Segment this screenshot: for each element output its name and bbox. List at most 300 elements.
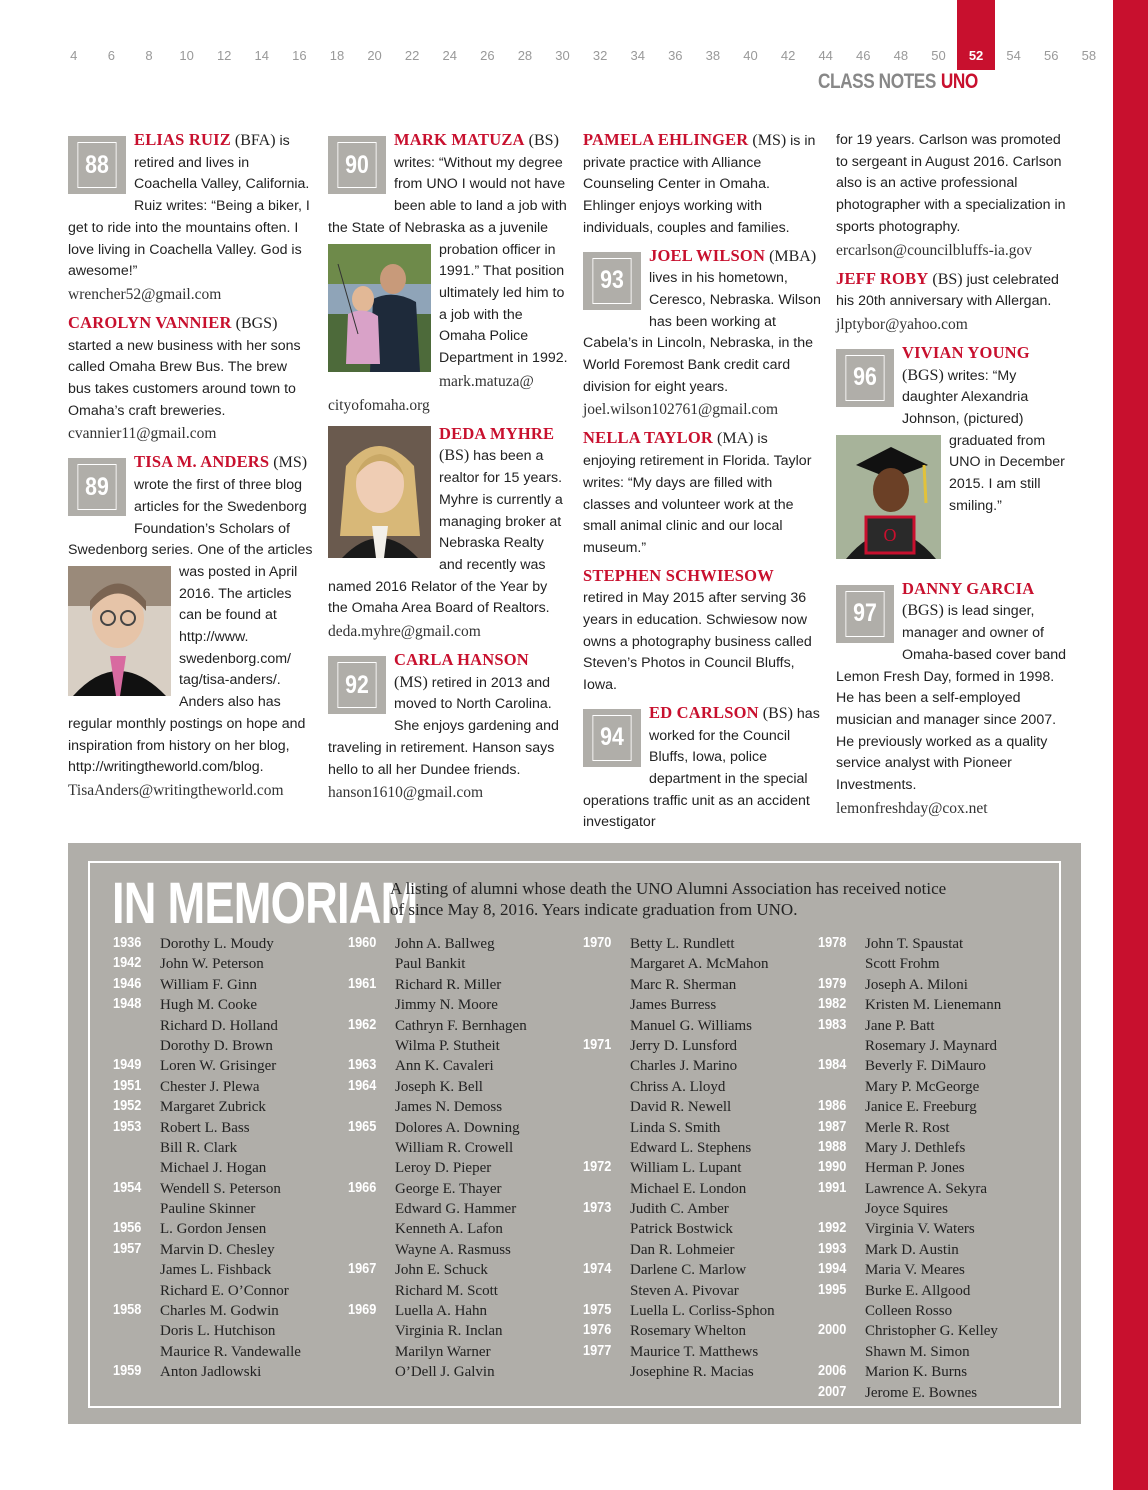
memoriam-entry xyxy=(818,1118,1001,1138)
graduation-year xyxy=(583,1016,623,1036)
note-name: VIVIAN YOUNG xyxy=(902,342,1030,362)
alumni-name: O’Dell J. Galvin xyxy=(395,1364,495,1381)
page-link-36[interactable]: 36 xyxy=(668,48,683,63)
alumni-name: Dorothy D. Brown xyxy=(160,1037,273,1054)
graduation-year: 1977 xyxy=(583,1341,612,1359)
memoriam-entry xyxy=(583,1301,775,1321)
note-danny-garcia xyxy=(836,563,1076,821)
memoriam-entry xyxy=(818,1158,1001,1178)
graduation-year: 1936 xyxy=(113,934,142,951)
note-email[interactable]: deda.myhre@gmail.com xyxy=(328,623,481,641)
memoriam-entry xyxy=(818,1179,1001,1199)
note-degree: (MA) xyxy=(713,430,754,448)
graduation-year: 1988 xyxy=(818,1137,847,1155)
note-email[interactable]: cvannier11@gmail.com xyxy=(68,425,217,443)
graduation-year xyxy=(113,1158,153,1178)
note-text: is retired and lives in Coachella Valley, California. Ruiz writes: “Being a biker, I get to ride into the mountains often. I love living in Coachella Valley. God is awesome!” xyxy=(68,133,310,280)
tisa-anders-photo xyxy=(68,566,171,696)
note-text: wrote the first of three blog articles for the Swedenborg Foundation’s Scholars of Swedenborg series. One of the articles xyxy=(68,477,313,559)
alumni-name: Leroy D. Pieper xyxy=(395,1160,492,1177)
note-tisa-anders xyxy=(68,452,313,803)
note-degree: (BS) xyxy=(439,447,470,465)
graduation-year: 1958 xyxy=(113,1301,142,1319)
note-name: ED CARLSON xyxy=(649,702,759,722)
note-name: DANNY GARCIA xyxy=(902,578,1035,598)
memoriam-entry xyxy=(583,1077,775,1097)
graduation-year: 1982 xyxy=(818,995,847,1013)
memoriam-entry xyxy=(348,1036,527,1056)
alumni-name: Jerry D. Lunsford xyxy=(630,1037,738,1054)
class-notes-label: CLASS NOTES xyxy=(818,70,936,93)
note-name: MARK MATUZA xyxy=(394,130,525,149)
memoriam-entry xyxy=(583,1016,775,1036)
note-text-continued: officer in 1991.” That position ultimately led him to a job with the Omaha Police Department in 1992. xyxy=(439,241,568,367)
memoriam-entry xyxy=(818,1260,1001,1280)
page-link-4[interactable]: 4 xyxy=(70,48,78,63)
alumni-name: Jane P. Batt xyxy=(865,1017,935,1034)
note-text: retired in 2013 and moved to North Carolina. She enjoys gardening and traveling in retirement. Hanson says hello to all her Dundee friends. xyxy=(328,674,559,778)
alumni-name: Colleen Rosso xyxy=(865,1303,953,1320)
graduation-year xyxy=(583,975,623,995)
page-link-54[interactable]: 54 xyxy=(1006,48,1021,63)
alumni-name: Wendell S. Peterson xyxy=(160,1180,281,1197)
memoriam-entry xyxy=(348,1301,527,1321)
alumni-name: Maurice T. Matthews xyxy=(630,1343,759,1360)
note-elias-ruiz xyxy=(68,130,313,307)
note-name: JEFF ROBY xyxy=(836,268,929,288)
alumni-name: Rosemary Whelton xyxy=(630,1323,746,1340)
memoriam-entry xyxy=(348,1158,527,1178)
page-link-30[interactable]: 30 xyxy=(555,48,570,63)
memoriam-entry xyxy=(348,1260,527,1280)
alumni-name: James N. Demoss xyxy=(395,1099,503,1116)
alumni-name: William F. Ginn xyxy=(160,976,257,993)
note-degree: (MS) xyxy=(748,132,787,149)
graduation-year xyxy=(583,1362,623,1382)
graduation-year: 1957 xyxy=(113,1239,142,1257)
alumni-name: Janice E. Freeburg xyxy=(865,1099,977,1116)
memoriam-entry xyxy=(348,995,527,1015)
year-badge: 90 xyxy=(328,136,386,194)
alumni-name: L. Gordon Jensen xyxy=(160,1221,267,1238)
graduation-year: 1954 xyxy=(113,1178,142,1196)
page-navigation xyxy=(55,0,1108,70)
memoriam-entry xyxy=(818,975,1001,995)
memoriam-entry xyxy=(113,1240,301,1260)
page-link-40[interactable]: 40 xyxy=(743,48,758,63)
note-name: CARLA HANSON xyxy=(394,650,529,670)
alumni-name: Marc R. Sherman xyxy=(630,976,737,993)
graduation-year xyxy=(348,954,388,974)
memoriam-entry xyxy=(818,995,1001,1015)
graduation-year: 1959 xyxy=(113,1362,142,1380)
memoriam-entry xyxy=(818,1219,1001,1239)
note-name: STEPHEN SCHWIESOW xyxy=(583,565,774,585)
memoriam-entry xyxy=(113,1097,301,1117)
memoriam-column-2 xyxy=(348,934,527,1383)
memoriam-entry xyxy=(583,934,775,954)
note-email[interactable]: hanson1610@gmail.com xyxy=(328,784,484,802)
side-accent-bar xyxy=(1113,0,1148,1490)
graduation-year xyxy=(348,995,388,1015)
alumni-name: Loren W. Grisinger xyxy=(160,1058,277,1075)
alumni-name: Kenneth A. Lafon xyxy=(395,1221,503,1238)
memoriam-entry xyxy=(113,1016,301,1036)
memoriam-entry xyxy=(583,1321,775,1341)
memoriam-entry xyxy=(113,1077,301,1097)
memoriam-entry xyxy=(348,1240,527,1260)
alumni-name: Michael E. London xyxy=(630,1180,747,1197)
graduation-year xyxy=(583,1077,623,1097)
alumni-name: Dorothy L. Moudy xyxy=(160,936,274,952)
graduation-year xyxy=(818,1301,858,1321)
alumni-name: Luella A. Hahn xyxy=(395,1303,488,1320)
alumni-name: Betty L. Rundlett xyxy=(630,936,735,952)
page-link-48[interactable]: 48 xyxy=(893,48,909,63)
alumni-name: Anton Jadlowski xyxy=(160,1364,262,1381)
graduation-year xyxy=(348,1281,388,1301)
graduation-year xyxy=(818,954,858,974)
page-link-14[interactable]: 14 xyxy=(254,48,269,63)
memoriam-entry xyxy=(583,1158,775,1178)
graduation-year: 1971 xyxy=(583,1035,612,1053)
page-link-58[interactable]: 58 xyxy=(1081,48,1097,63)
note-email[interactable]: lemonfreshday@cox.net xyxy=(836,799,988,817)
alumni-name: John T. Spaustat xyxy=(865,936,964,952)
note-name: NELLA TAYLOR xyxy=(583,428,714,448)
graduation-year: 2007 xyxy=(818,1382,847,1400)
memoriam-entry xyxy=(818,1362,1001,1382)
page-link-16[interactable]: 16 xyxy=(292,48,307,63)
graduation-year: 1948 xyxy=(113,995,142,1013)
memoriam-entry xyxy=(348,954,527,974)
notes-column-3 xyxy=(583,130,823,840)
alumni-name: Richard R. Miller xyxy=(395,976,502,993)
note-carolyn-vannier xyxy=(68,313,313,447)
memoriam-column-4 xyxy=(818,934,1001,1403)
alumni-name: Dan R. Lohmeier xyxy=(630,1241,735,1258)
memoriam-entry xyxy=(818,1077,1001,1097)
note-text-continued: (pictured) graduated from UNO in December 2015. I am still smiling.” xyxy=(949,411,1065,514)
graduation-year xyxy=(583,954,623,974)
memoriam-entry xyxy=(583,1118,775,1138)
alumni-name: Steven A. Pivovar xyxy=(630,1282,739,1299)
graduation-year: 1979 xyxy=(818,974,847,992)
memoriam-description: A listing of alumni whose death the UNO Alumni Association has received notice of since May 8, 2016. Years indicate graduation from UNO. xyxy=(390,879,947,919)
memoriam-entry xyxy=(113,995,301,1015)
alumni-name: Merle R. Rost xyxy=(865,1119,950,1136)
memoriam-entry xyxy=(818,1301,1001,1321)
note-email[interactable]: wrencher52@gmail.com xyxy=(68,285,222,303)
alumni-name: Mark D. Austin xyxy=(865,1241,959,1258)
graduation-year: 1970 xyxy=(583,934,612,951)
note-degree: (MS) xyxy=(269,454,308,472)
graduation-year xyxy=(113,1016,153,1036)
section-label xyxy=(818,70,978,94)
alumni-name: Hugh M. Cooke xyxy=(160,997,258,1014)
alumni-name: George E. Thayer xyxy=(395,1180,502,1197)
memoriam-entry xyxy=(583,1179,775,1199)
memoriam-entry xyxy=(583,1362,775,1382)
memoriam-entry xyxy=(113,1056,301,1076)
page-link-20[interactable]: 20 xyxy=(367,48,382,63)
page-link-6[interactable]: 6 xyxy=(107,48,115,63)
alumni-name: Edward G. Hammer xyxy=(395,1201,517,1218)
note-ed-carlson xyxy=(583,703,823,834)
alumni-name: Linda S. Smith xyxy=(630,1119,721,1136)
note-degree: (BS) xyxy=(758,704,793,722)
alumni-name: Lawrence A. Sekyra xyxy=(865,1180,988,1197)
memoriam-entry xyxy=(348,1321,527,1341)
graduation-year xyxy=(583,1118,623,1138)
note-text: retired in May 2015 after serving 36 years in education. Schwiesow now owns a photography business called Steven’s Photos in Council Bluffs, Iowa. xyxy=(583,590,812,694)
graduation-year: 1960 xyxy=(348,934,377,951)
graduation-year xyxy=(348,1158,388,1178)
memoriam-entry xyxy=(583,1281,775,1301)
year-badge: 97 xyxy=(836,585,894,643)
note-jeff-roby xyxy=(836,269,1076,337)
page-link-50[interactable]: 50 xyxy=(931,48,946,63)
page-link-44[interactable]: 44 xyxy=(818,48,833,63)
page-link-42[interactable]: 42 xyxy=(780,48,796,63)
alumni-name: Herman P. Jones xyxy=(865,1160,965,1177)
page-link-22[interactable]: 22 xyxy=(404,48,420,63)
graduation-year: 1942 xyxy=(113,954,142,972)
memoriam-entry xyxy=(113,1036,301,1056)
alumni-name: Manuel G. Williams xyxy=(630,1017,753,1034)
note-name: CAROLYN VANNIER xyxy=(68,312,232,332)
alumni-name: Judith C. Amber xyxy=(630,1201,729,1218)
graduation-year: 1966 xyxy=(348,1178,377,1196)
graduation-year: 1965 xyxy=(348,1117,377,1135)
svg-text:O: O xyxy=(883,524,897,545)
graduation-year xyxy=(348,1342,388,1362)
alumni-name: Margaret Zubrick xyxy=(160,1099,266,1116)
memoriam-entry xyxy=(348,1077,527,1097)
page-link-32[interactable]: 32 xyxy=(592,48,608,63)
memoriam-entry xyxy=(348,1138,527,1158)
alumni-name: John W. Peterson xyxy=(160,956,264,973)
alumni-name: Marion K. Burns xyxy=(865,1364,968,1381)
memoriam-entry xyxy=(583,1199,775,1219)
memoriam-entry xyxy=(818,1138,1001,1158)
note-degree: (MS) xyxy=(394,673,428,691)
note-degree: (BS) xyxy=(928,270,963,288)
notes-column-1 xyxy=(68,130,313,809)
note-text: is in private practice with Alliance Counseling Center in Omaha. Ehlinger enjoys working with individuals, couples and families. xyxy=(583,133,816,236)
alumni-name: Bill R. Clark xyxy=(160,1139,238,1156)
graduation-year: 1993 xyxy=(818,1239,847,1257)
note-email[interactable]: TisaAnders@writingtheworld.com xyxy=(68,781,284,799)
alumni-name: Pauline Skinner xyxy=(160,1201,256,1218)
memoriam-entry xyxy=(113,1138,301,1158)
alumni-name: Chester J. Plewa xyxy=(160,1078,260,1095)
memoriam-entry xyxy=(818,1281,1001,1301)
graduation-year xyxy=(583,1281,623,1301)
page-link-52[interactable]: 52 xyxy=(957,0,995,70)
page-link-10[interactable]: 10 xyxy=(179,48,194,63)
note-stephen-schwiesow xyxy=(583,566,823,697)
page-link-46[interactable]: 46 xyxy=(856,48,871,63)
graduation-year: 1963 xyxy=(348,1056,377,1074)
graduation-year: 1972 xyxy=(583,1158,612,1176)
memoriam-entry xyxy=(113,954,301,974)
memoriam-entry xyxy=(348,1362,527,1382)
year-badge: 92 xyxy=(328,656,386,714)
memoriam-entry xyxy=(113,1321,301,1341)
graduation-year xyxy=(348,1321,388,1341)
note-text: just celebrated his 20th anniversary with Allergan. xyxy=(836,271,1059,310)
memoriam-entry xyxy=(348,1281,527,1301)
alumni-name: Josephine R. Macias xyxy=(630,1364,754,1381)
alumni-name: Marvin D. Chesley xyxy=(160,1241,275,1258)
graduation-year xyxy=(348,1097,388,1117)
graduation-year: 1964 xyxy=(348,1076,377,1094)
note-name: ELIAS RUIZ xyxy=(134,130,231,149)
memoriam-entry xyxy=(818,1036,1001,1056)
memoriam-entry xyxy=(818,1321,1001,1341)
alumni-name: Joyce Squires xyxy=(865,1201,948,1218)
note-degree: (BS) xyxy=(524,132,559,149)
graduation-year xyxy=(818,1199,858,1219)
graduation-year xyxy=(348,1199,388,1219)
graduate-photo xyxy=(836,435,941,559)
page-link-34[interactable]: 34 xyxy=(630,48,645,63)
memoriam-entry xyxy=(113,1179,301,1199)
year-badge: 96 xyxy=(836,349,894,407)
alumni-name: Joseph K. Bell xyxy=(395,1078,483,1095)
memoriam-entry xyxy=(348,1219,527,1239)
memoriam-entry xyxy=(113,1158,301,1178)
note-text-continued: for 19 years. Carlson was promoted to sergeant in August 2016. Carlson also is an active professional photographer with a specialization in sports photography. xyxy=(836,132,1066,235)
alumni-name: Charles M. Godwin xyxy=(160,1303,279,1320)
alumni-name: Virginia R. Inclan xyxy=(395,1323,503,1340)
memoriam-entry xyxy=(583,1036,775,1056)
memoriam-entry xyxy=(583,995,775,1015)
alumni-name: Richard E. O’Connor xyxy=(160,1282,289,1299)
graduation-year xyxy=(583,1240,623,1260)
graduation-year: 1978 xyxy=(818,934,847,951)
page-link-8[interactable]: 8 xyxy=(145,48,153,63)
memoriam-entry xyxy=(348,1179,527,1199)
note-email[interactable]: mark.matuza@ cityofomaha.org xyxy=(328,372,534,414)
memoriam-column-3 xyxy=(583,934,775,1383)
graduation-year: 1961 xyxy=(348,974,377,992)
note-text-continued: was posted in April 2016. The articles can be found at http://www. swedenborg.com/ tag/tisa-anders/. Anders also has regular monthly postings on hope and inspiration from history on her blog, http://writingtheworld.com/blog. xyxy=(68,563,306,776)
memoriam-entry xyxy=(818,1016,1001,1036)
memoriam-entry xyxy=(348,1342,527,1362)
page-link-24[interactable]: 24 xyxy=(442,48,457,63)
graduation-year: 1986 xyxy=(818,1097,847,1115)
page-link-26[interactable]: 26 xyxy=(480,48,495,63)
graduation-year xyxy=(583,1097,623,1117)
graduation-year: 1974 xyxy=(583,1260,612,1278)
alumni-name: Mary J. Dethlefs xyxy=(865,1139,966,1156)
memoriam-entry xyxy=(113,1362,301,1382)
alumni-name: Beverly F. DiMauro xyxy=(865,1058,986,1075)
graduation-year: 1951 xyxy=(113,1076,142,1094)
graduation-year: 1991 xyxy=(818,1178,847,1196)
year-badge: 94 xyxy=(583,709,641,767)
alumni-name: Wilma P. Stutheit xyxy=(395,1037,500,1054)
uno-label: UNO xyxy=(940,70,978,93)
memoriam-entry xyxy=(818,1383,1001,1403)
graduation-year: 1967 xyxy=(348,1260,377,1278)
graduation-year xyxy=(583,1219,623,1239)
alumni-name: John E. Schuck xyxy=(395,1262,488,1279)
note-text: is lead singer, manager and owner of Omaha-based cover band Lemon Fresh Day, formed in 1998. He has been a self-employed musician and manager since 2007. He previously worked as a quality service analyst with Pioneer Investments. xyxy=(836,603,1067,794)
alumni-name: William L. Lupant xyxy=(630,1160,742,1177)
alumni-name: Charles J. Marino xyxy=(630,1058,738,1075)
note-email[interactable]: joel.wilson102761@gmail.com xyxy=(583,401,779,419)
memoriam-entry xyxy=(113,1219,301,1239)
graduation-year: 1990 xyxy=(818,1158,847,1176)
memoriam-entry xyxy=(583,1240,775,1260)
alumni-name: Scott Frohm xyxy=(865,956,940,973)
page-link-12[interactable]: 12 xyxy=(216,48,232,63)
memoriam-entry xyxy=(113,1301,301,1321)
graduation-year xyxy=(113,1281,153,1301)
note-text: lives in his hometown, Ceresco, Nebraska. Wilson has been working at Cabela’s in Lincoln, Nebraska, in the World Foremost Bank credit card division for eight years. xyxy=(583,270,821,395)
note-mark-matuza xyxy=(328,130,570,418)
note-carla-hanson xyxy=(328,650,570,805)
graduation-year: 1962 xyxy=(348,1015,377,1033)
note-text: started a new business with her sons called Omaha Brew Bus. The brew bus takes customers around town to Omaha’s craft breweries. xyxy=(68,337,301,419)
memoriam-entry xyxy=(583,1260,775,1280)
note-email[interactable]: jlptybor@yahoo.com xyxy=(836,315,968,333)
alumni-name: Margaret A. McMahon xyxy=(630,956,769,973)
alumni-name: Cathryn F. Bernhagen xyxy=(395,1017,527,1034)
year-badge: 93 xyxy=(583,252,641,310)
graduation-year: 1952 xyxy=(113,1097,142,1115)
note-email[interactable]: ercarlson@councilbluffs-ia.gov xyxy=(836,241,1033,259)
alumni-name: Jerome E. Bownes xyxy=(865,1384,978,1401)
page-link-56[interactable]: 56 xyxy=(1044,48,1059,63)
alumni-name: Wayne A. Rasmuss xyxy=(395,1241,511,1258)
alumni-name: Dolores A. Downing xyxy=(395,1119,520,1136)
memoriam-entry xyxy=(818,954,1001,974)
note-degree: (MBA) xyxy=(765,247,817,265)
graduation-year: 1946 xyxy=(113,974,142,992)
graduation-year xyxy=(113,1036,153,1056)
graduation-year xyxy=(113,1199,153,1219)
note-name: JOEL WILSON xyxy=(649,245,766,265)
graduation-year: 1994 xyxy=(818,1260,847,1278)
note-text: writes: “My daughter Alexandria Johnson, xyxy=(902,367,1029,428)
alumni-name: Michael J. Hogan xyxy=(160,1160,267,1177)
note-text: has worked for the Council Bluffs, Iowa, police department in the special operations traffic unit as an accident investigator xyxy=(583,705,820,831)
graduation-year: 1949 xyxy=(113,1056,142,1074)
memoriam-entry xyxy=(348,1097,527,1117)
alumni-name: Kristen M. Lienemann xyxy=(865,997,1002,1014)
alumni-name: Burke E. Allgood xyxy=(865,1282,971,1299)
memoriam-entry xyxy=(113,1281,301,1301)
memoriam-entry xyxy=(113,1342,301,1362)
alumni-name: Darlene C. Marlow xyxy=(630,1262,747,1279)
page-link-28[interactable]: 28 xyxy=(517,48,533,63)
alumni-name: Joseph A. Miloni xyxy=(865,976,968,993)
note-text: has been a realtor for 15 years. Myhre is currently a managing broker at Nebraska Realty and recently was named 2016 Relator of the Year by the Omaha Area Board of Realtors. xyxy=(328,448,563,617)
alumni-name: Paul Bankit xyxy=(395,956,466,973)
page-link-18[interactable]: 18 xyxy=(329,48,345,63)
memoriam-entry xyxy=(583,1138,775,1158)
page-link-38[interactable]: 38 xyxy=(705,48,721,63)
alumni-name: Rosemary J. Maynard xyxy=(865,1037,998,1054)
graduation-year: 1956 xyxy=(113,1219,142,1237)
graduation-year xyxy=(113,1138,153,1158)
graduation-year: 1969 xyxy=(348,1301,377,1319)
note-degree: (BGS) xyxy=(902,602,944,620)
